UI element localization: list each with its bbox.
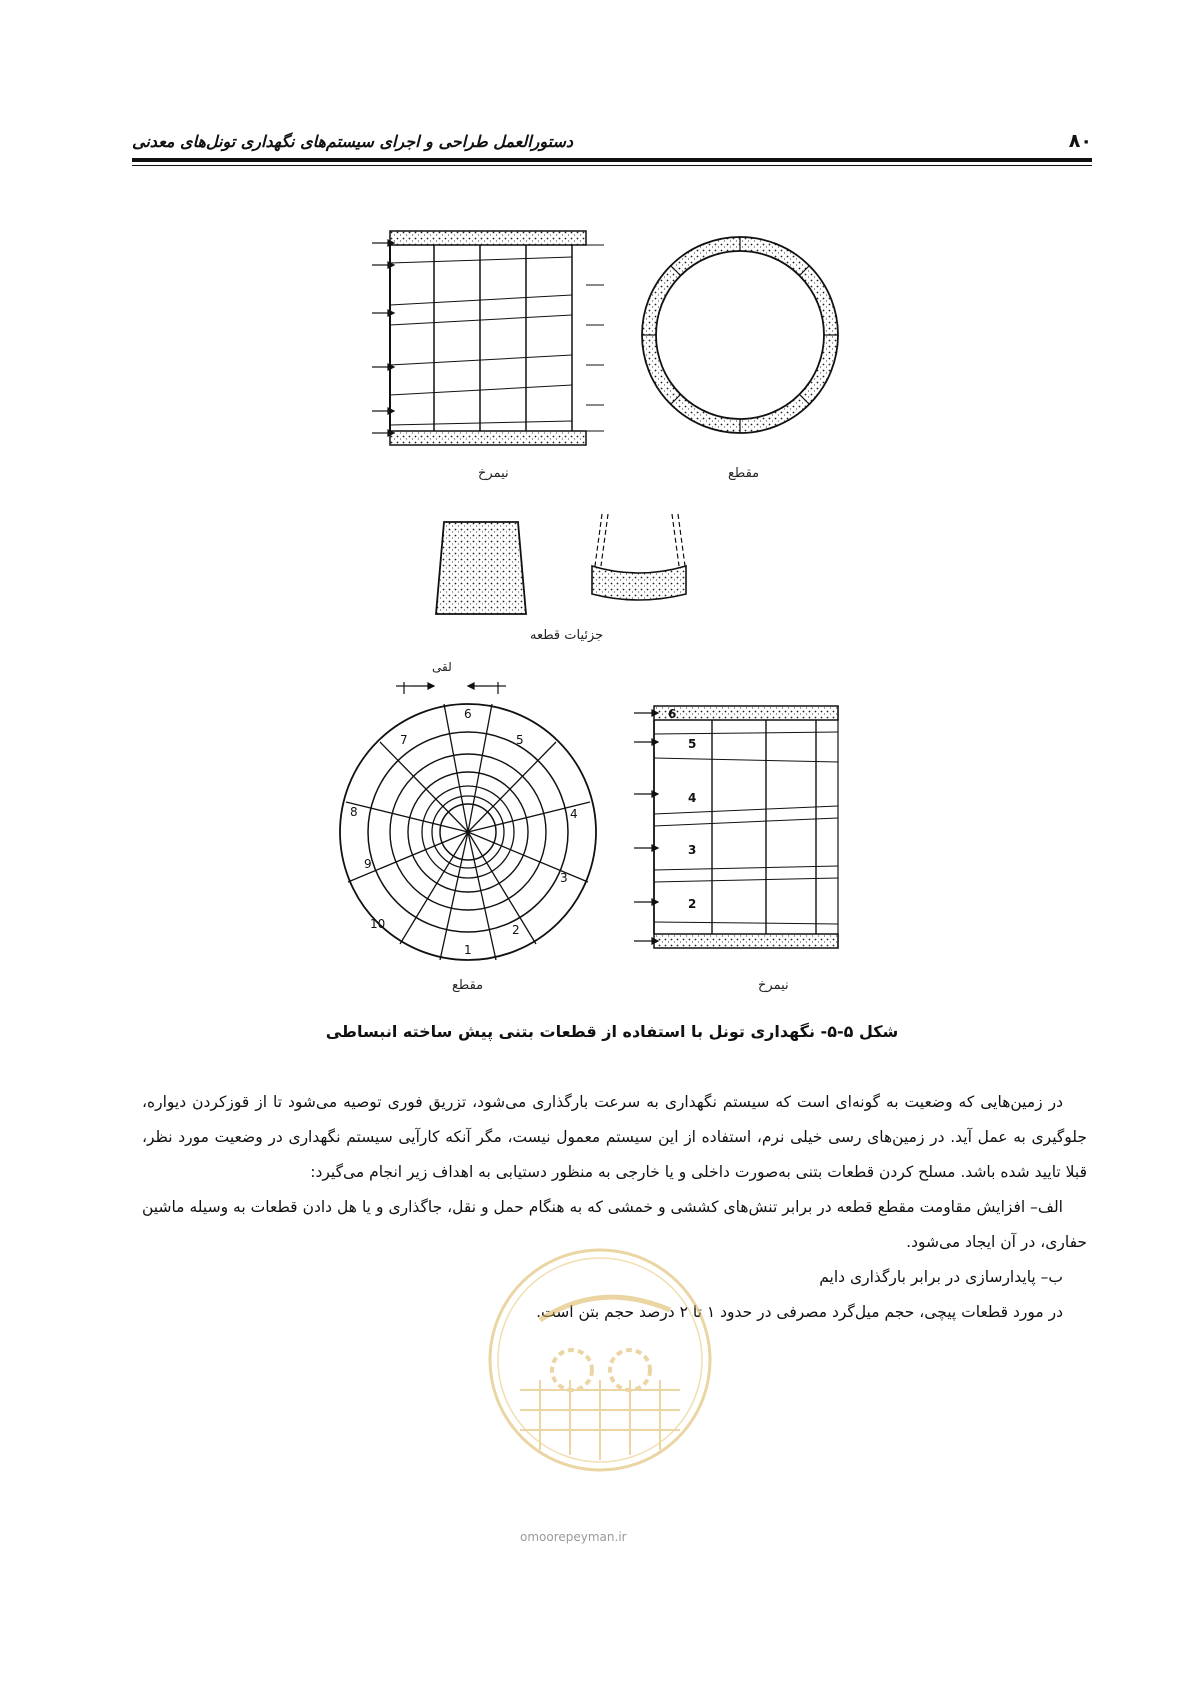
segment-number: 5 bbox=[516, 733, 524, 747]
top-section-drawing bbox=[630, 225, 850, 445]
segment-number: 2 bbox=[512, 923, 520, 937]
header-rule-thin bbox=[132, 165, 1092, 166]
top-section-label: مقطع bbox=[728, 466, 760, 481]
segment-number: 6 bbox=[464, 707, 472, 721]
paragraph: الف– افزایش مقاومت مقطع قطعه در برابر تنش‌های کششی و خمشی که به هنگام حمل و نقل، جاگذاری و یا هل دادن قطعات به وسیله ماشین حفاری، در آن ایجاد می‌شود. bbox=[142, 1198, 1087, 1251]
bottom-profile-drawing bbox=[628, 698, 858, 968]
page-header bbox=[132, 128, 1092, 164]
segment-number: 1 bbox=[464, 943, 472, 957]
segment-number: 8 bbox=[350, 805, 358, 819]
top-profile-label: نیمرخ bbox=[478, 466, 509, 481]
bottom-section-label: مقطع bbox=[452, 978, 484, 993]
top-profile-drawing bbox=[372, 225, 612, 460]
key-gap-label: لقی bbox=[432, 660, 452, 674]
profile-number: 2 bbox=[688, 897, 697, 911]
segment-number: 7 bbox=[400, 733, 408, 747]
paragraph: ب– پایدارسازی در برابر بارگذاری دایم bbox=[819, 1268, 1063, 1286]
figure-caption: شکل ۵-۵- نگهداری تونل با استفاده از قطعات بتنی پیش ساخته انبساطی bbox=[325, 1022, 899, 1041]
profile-number: 3 bbox=[688, 843, 697, 857]
paragraph: در مورد قطعات پیچی، حجم میل‌گرد مصرفی در حدود ۱ تا ۲ درصد حجم بتن است. bbox=[536, 1303, 1063, 1321]
segment-number: 4 bbox=[570, 807, 578, 821]
profile-number: 4 bbox=[688, 791, 697, 805]
bottom-section-drawing bbox=[340, 672, 600, 972]
profile-number: 5 bbox=[688, 737, 697, 751]
page-number: ۸۰ bbox=[1068, 130, 1092, 152]
paragraph: در زمین‌هایی که وضعیت به گونه‌ای است که سیستم نگهداری به سرعت بارگذاری می‌شود، تزریق فوری توصیه می‌شود تا از قوزکردن دیواره، جلوگیری به عمل آید. در زمین‌های رسی خیلی نرم، استفاده از این سیستم معمول نیست، مگر آنکه کارآیی سیستم نگهداری در وضعیت مورد نظر، قبلا تایید شده باشد. مسلح کردن قطعات بتنی به‌صورت داخلی و یا خارجی به منظور دستیابی به اهداف زیر انجام می‌گیرد: bbox=[142, 1093, 1087, 1181]
watermark-url: omoorepeyman.ir bbox=[520, 1530, 627, 1544]
watermark-logo bbox=[480, 1240, 720, 1500]
segment-number: 3 bbox=[560, 871, 568, 885]
profile-number: 6 bbox=[668, 707, 677, 721]
header-rule-thick bbox=[132, 158, 1092, 162]
segment-number: 10 bbox=[370, 917, 386, 931]
running-title: دستورالعمل طراحی و اجرای سیستم‌های نگهداری تونل‌های معدنی bbox=[132, 132, 574, 151]
segment-detail-drawing bbox=[430, 510, 690, 620]
segment-detail-label: جزئیات قطعه bbox=[530, 628, 604, 643]
segment-number: 9 bbox=[364, 857, 372, 871]
bottom-profile-label: نیمرخ bbox=[758, 978, 789, 993]
